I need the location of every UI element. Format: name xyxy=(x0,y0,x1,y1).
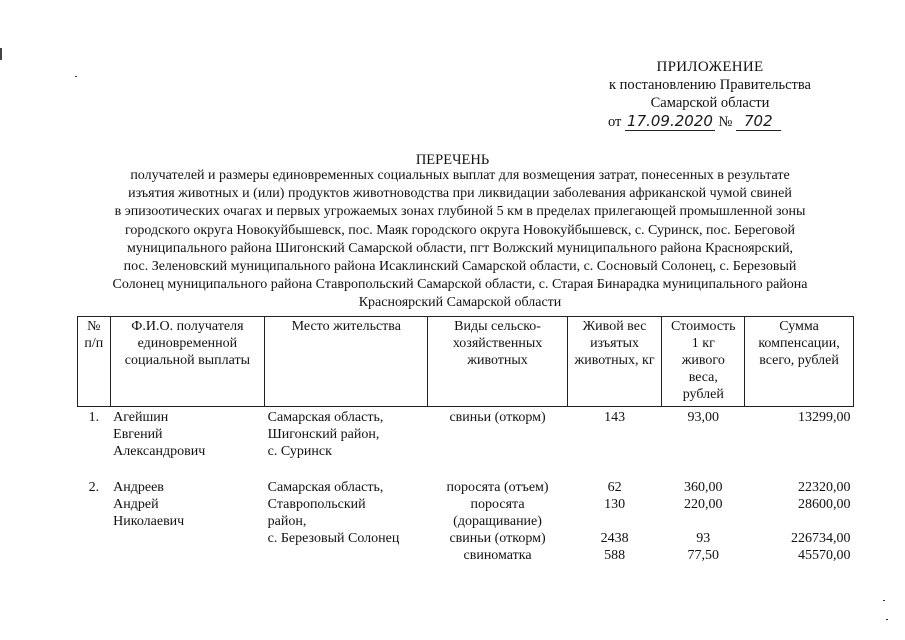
subtitle-line: получателей и размеры единовременных социальных выплат для возмещения затрат, понесенных в результате xyxy=(130,168,790,183)
cell-text: Самарская область, xyxy=(267,480,384,495)
header-text: единовременной xyxy=(137,336,238,351)
subtitle-line: городского округа Новокуйбышевск, пос. Маяк городского округа Новокуйбышевск, с. Суринск, пос. Береговой xyxy=(125,222,795,238)
cell-recipient-name xyxy=(110,479,265,564)
cell-total-compensation xyxy=(745,479,854,564)
subtitle-line: муниципального района Шигонский Самарской области, пгт Волжский муниципального района Красноярский, xyxy=(126,240,794,256)
cell-text: поросята xyxy=(470,497,525,512)
cell-text: 220,00 xyxy=(684,497,723,512)
cell-text: 93 xyxy=(696,531,711,546)
header-text: изъятых xyxy=(590,336,640,351)
header-text: Виды сельско- xyxy=(454,319,541,334)
annex-heading: ПРИЛОЖЕНИЕ xyxy=(656,59,764,75)
cell-text: Андреев xyxy=(113,480,164,495)
cell-animal-kind xyxy=(428,407,567,461)
header-text: Стоимость xyxy=(671,319,736,334)
cell-text: поросята (отъем) xyxy=(446,480,549,495)
cell-text: 226734,00 xyxy=(791,531,851,546)
cell-text: 13299,00 xyxy=(798,410,851,425)
annex-date-line xyxy=(560,112,860,131)
header-text: животных xyxy=(467,353,528,368)
number-sign: № xyxy=(718,114,733,130)
header-text: Место жительства xyxy=(291,319,401,334)
header-col-animal-kind xyxy=(428,317,567,407)
subtitle-line: изъятия животных и (или) продуктов животноводства при ликвидации заболевания африканской чумой свиней xyxy=(128,186,792,202)
scan-speck xyxy=(883,600,885,601)
cell-text: Шигонский район, xyxy=(267,427,380,442)
cell-text: Ставропольский xyxy=(267,497,366,512)
cell-text: Евгений xyxy=(113,427,163,442)
date-prefix: от xyxy=(608,114,622,130)
cell-text: 62 xyxy=(607,480,622,495)
cell-total-compensation xyxy=(745,407,854,461)
table-body xyxy=(78,407,854,565)
annex-block xyxy=(560,58,860,131)
header-text: Ф.И.О. получателя xyxy=(131,319,244,334)
table-header-row xyxy=(78,317,854,407)
header-col-total-compensation xyxy=(745,317,854,407)
date-value: 17.09.2020 xyxy=(627,112,713,130)
table-row xyxy=(78,479,854,564)
cell-text: 588 xyxy=(604,548,626,563)
header-col-residence xyxy=(265,317,428,407)
cell-price-per-kg xyxy=(662,407,745,461)
header-text: Сумма xyxy=(779,319,819,334)
header-text: рублей xyxy=(682,387,724,402)
header-text: веса, xyxy=(688,370,718,385)
row-spacer xyxy=(78,460,854,479)
cell-text: 130 xyxy=(604,497,626,512)
header-col-recipient-name xyxy=(110,317,265,407)
annex-line-1: к постановлению Правительства xyxy=(609,77,811,93)
cell-live-weight xyxy=(567,407,662,461)
header-text: живого xyxy=(681,353,725,368)
cell-text: свиньи (откорм) xyxy=(449,410,546,425)
cell-text: Александрович xyxy=(113,444,206,459)
header-col-number xyxy=(78,317,111,407)
cell-text: 143 xyxy=(604,410,626,425)
cell-text: 28600,00 xyxy=(798,497,851,512)
table-row xyxy=(78,407,854,461)
header-text: животных, кг xyxy=(574,353,655,368)
scan-speck xyxy=(75,76,77,77)
cell-animal-kind xyxy=(428,479,567,564)
cell-price-per-kg xyxy=(662,479,745,564)
cell-text: (доращивание) xyxy=(453,514,542,529)
cell-text: 360,00 xyxy=(684,480,723,495)
subtitle-line: Красноярский Самарской области xyxy=(358,295,562,311)
cell-text: с. Суринск xyxy=(267,444,332,459)
cell-text: 2438 xyxy=(600,531,629,546)
cell-text: с. Березовый Солонец xyxy=(267,531,400,546)
cell-recipient-name xyxy=(110,407,265,461)
cell-text xyxy=(268,547,425,564)
annex-line-2: Самарской области xyxy=(650,95,770,111)
document-subtitle xyxy=(60,167,860,313)
cell-residence xyxy=(265,407,428,461)
header-text: 1 кг xyxy=(691,336,715,351)
header-text: компенсации, xyxy=(758,336,840,351)
cell-text xyxy=(665,513,742,530)
cell-text: 77,50 xyxy=(687,548,720,563)
recipients-table xyxy=(77,316,854,564)
cell-text: Агейшин xyxy=(113,410,169,425)
subtitle-line: в эпизоотических очагах и первых угрожаемых зонах глубиной 5 км в пределах прилегающей промышленной зоны xyxy=(114,204,806,220)
cell-text: 22320,00 xyxy=(798,480,851,495)
scan-edge-mark xyxy=(0,48,2,60)
cell-text: 45570,00 xyxy=(798,548,851,563)
header-text: Живой вес xyxy=(582,319,647,334)
subtitle-line: Солонец муниципального района Ставропольский Самарской области, с. Старая Бинарадка муниципального района xyxy=(112,277,808,293)
number-value: 702 xyxy=(736,112,781,131)
header-text: социальной выплаты xyxy=(124,353,251,368)
cell-text: 93,00 xyxy=(687,410,720,425)
scan-speck xyxy=(886,619,888,620)
header-text: всего, рублей xyxy=(759,353,839,368)
cell-text xyxy=(570,513,659,530)
subtitle-line: пос. Зеленовский муниципального района Исаклинский Самарской области, с. Сосновый Солонец, с. Березовый xyxy=(123,259,797,275)
document-title: ПЕРЕЧЕНЬ xyxy=(415,152,490,168)
cell-text xyxy=(748,513,851,530)
cell-text: свиньи (откорм) xyxy=(449,531,546,546)
cell-residence xyxy=(265,479,428,564)
cell-record-number: 1. xyxy=(88,410,100,425)
header-text: № xyxy=(87,319,101,334)
cell-text: свиноматка xyxy=(463,548,532,563)
header-col-live-weight xyxy=(567,317,662,407)
cell-text: Николаевич xyxy=(113,514,185,529)
header-col-price-per-kg xyxy=(662,317,745,407)
cell-live-weight xyxy=(567,479,662,564)
cell-text: Андрей xyxy=(113,497,159,512)
header-text: хозяйственных xyxy=(452,336,543,351)
cell-text: район, xyxy=(267,514,307,529)
cell-text: Самарская область, xyxy=(267,410,384,425)
header-text: п/п xyxy=(84,336,104,351)
cell-record-number: 2. xyxy=(88,480,100,495)
